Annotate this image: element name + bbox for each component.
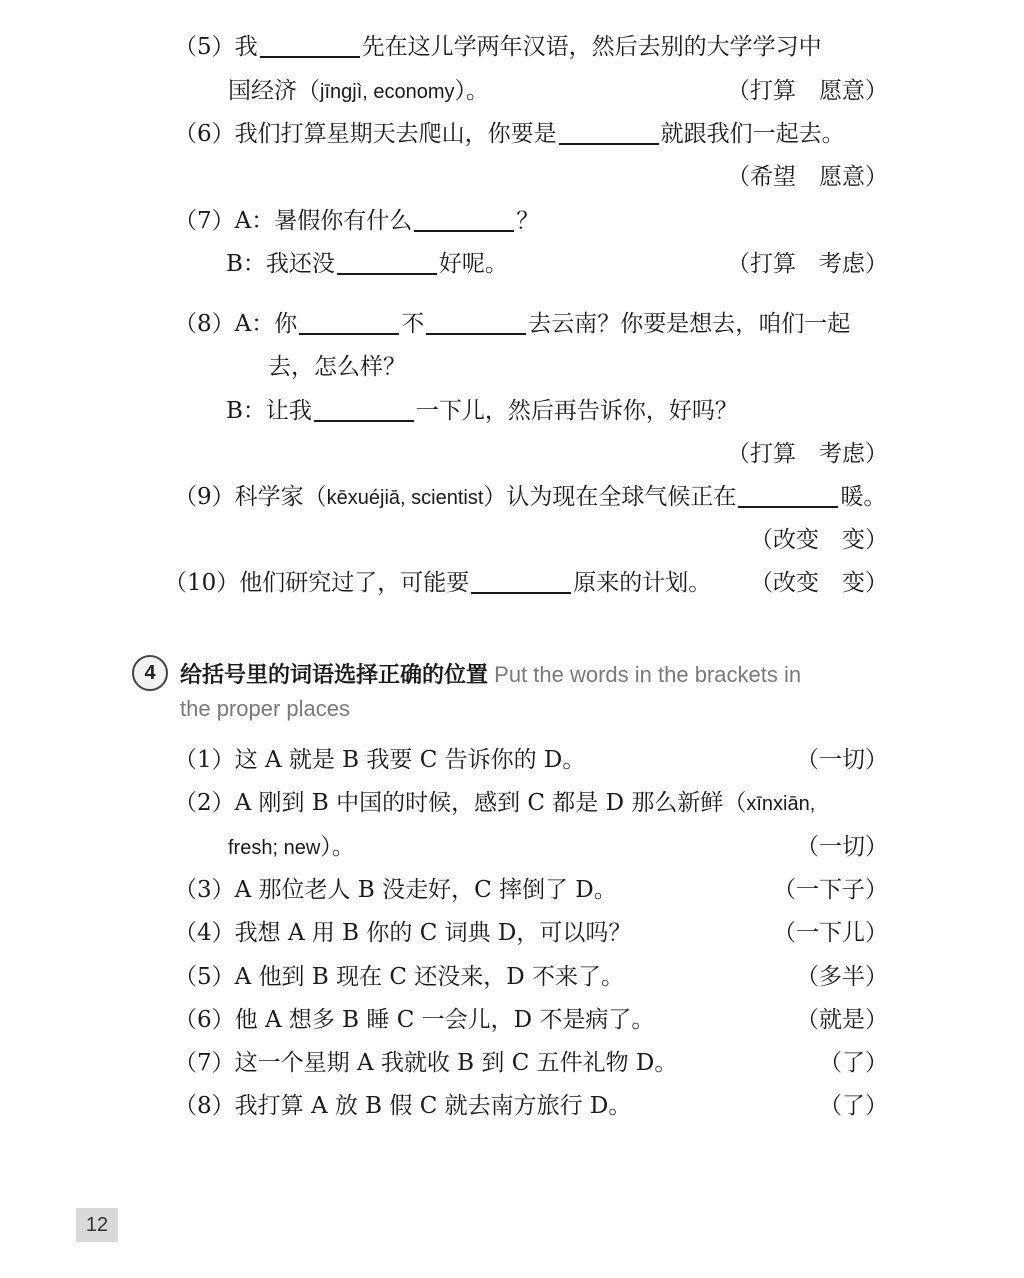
q8-line1 [174,308,850,340]
q9-text-b: ）认为现在全球气候正在 [483,484,737,510]
q7-text-c: B：我还没 [226,251,335,277]
ex4-item-1 [174,744,585,776]
q8-text-b: 不 [401,311,425,337]
q8-text-e: B：让我 [226,398,312,424]
ex4-item-8-number: （8） [174,1093,235,1119]
q10-number: （10） [164,570,240,596]
q8-line3 [226,395,738,427]
q9-line1 [174,481,886,514]
ex4-item-4 [174,917,631,949]
ex4-item-6-text: 他 A 想多 B 睡 C 一会儿，D 不是病了。 [234,1007,655,1033]
ex4-item-7-option: （了） [819,1050,888,1076]
ex4-item-3 [174,874,617,906]
q7-blank-2[interactable] [337,251,437,275]
ex4-item-2 [174,787,815,820]
q10-line1 [164,567,711,599]
ex4-item-3-text: A 那位老人 B 没走好，C 摔倒了 D。 [234,877,617,903]
q8-options: （打算 考虑） [727,441,888,467]
ex4-item-7 [174,1047,677,1079]
q9-blank[interactable] [738,484,838,508]
q5-number: （5） [174,34,235,60]
q10-text-b: 原来的计划。 [573,570,712,596]
q10-text-a: 他们研究过了，可能要 [239,570,470,596]
ex4-item-1-option: （一切） [796,747,888,773]
ex4-item-8-text: 我打算 A 放 B 假 C 就去南方旅行 D。 [234,1093,632,1119]
ex4-item-3-option: （一下子） [773,877,888,903]
q5-blank[interactable] [260,34,360,58]
q8-line2 [268,351,406,383]
section-title-en-2: the proper places [180,696,350,721]
ex4-item-1-text: 这 A 就是 B 我要 C 告诉你的 D。 [234,747,586,773]
q9-text-a: 科学家（ [234,484,327,510]
ex4-item-3-number: （3） [174,877,235,903]
ex4-item-6 [174,1004,654,1036]
q5-line1 [174,31,822,63]
q9-text-c: 暖。 [840,484,887,510]
q5-text-a: 我 [234,34,258,60]
ex4-item-5-number: （5） [174,964,235,990]
ex4-item-4-option: （一下儿） [773,920,888,946]
q5-text-c: 国经济（ [228,78,320,104]
q10-options: （改变 变） [750,570,888,596]
q5-text-d: ）。 [454,78,490,104]
section-title-en-1: Put the words in the brackets in [494,662,802,687]
q9-number: （9） [174,484,235,510]
ex4-item-2-line2 [228,831,355,864]
ex4-item-7-text: 这一个星期 A 我就收 B 到 C 五件礼物 D。 [234,1050,678,1076]
page-number: 12 [76,1208,118,1242]
ex4-item-5-text: A 他到 B 现在 C 还没来，D 不来了。 [234,964,625,990]
ex4-item-4-text: 我想 A 用 B 你的 C 词典 D，可以吗？ [234,920,632,946]
q5-text-b: 先在这儿学两年汉语，然后去别的大学学习中 [361,34,822,60]
q5-line2 [228,75,489,108]
ex4-item-2-text: A 刚到 B 中国的时候，感到 C 都是 D 那么新鲜（ [234,790,747,816]
ex4-item-2-gloss: fresh; new [228,837,321,859]
section-title-zh: 给括号里的词语选择正确的位置 [180,662,489,687]
section-title [180,658,801,726]
q6-blank[interactable] [559,121,659,145]
q6-line1 [174,118,845,150]
q8-text-c: 去云南？你要是想去，咱们一起 [528,311,851,337]
q7-line1 [174,205,539,237]
ex4-item-2-pinyin: xīnxiān, [746,793,816,815]
q8-number: （8） [174,311,235,337]
q8-text-f: 一下儿，然后再告诉你，好吗？ [415,398,738,424]
ex4-item-4-number: （4） [174,920,235,946]
q6-options: （希望 愿意） [727,164,888,190]
ex4-item-6-option: （就是） [796,1007,888,1033]
q6-text-b: 就跟我们一起去。 [660,121,845,147]
ex4-item-8-option: （了） [819,1093,888,1119]
ex4-item-2-number: （2） [174,790,235,816]
ex4-item-5-option: （多半） [796,964,888,990]
q5-options: （打算 愿意） [727,78,888,104]
ex4-item-5 [174,961,624,993]
q8-blank-3[interactable] [314,398,414,422]
q7-text-a: A：暑假你有什么 [234,208,413,234]
q8-blank-1[interactable] [299,311,399,335]
q7-text-b: ？ [516,208,540,234]
q7-number: （7） [174,208,235,234]
q6-number: （6） [174,121,235,147]
ex4-item-8 [174,1090,631,1122]
q9-pinyin: kēxuéjiā, scientist [326,487,484,509]
q7-options: （打算 考虑） [727,251,888,277]
q10-blank[interactable] [471,570,571,594]
q7-text-d: 好呢。 [438,251,508,277]
q8-blank-2[interactable] [426,311,526,335]
ex4-item-6-number: （6） [174,1007,235,1033]
q7-line2 [226,248,508,280]
q5-pinyin: jīngjì, economy [320,81,455,103]
q6-text-a: 我们打算星期天去爬山，你要是 [234,121,557,147]
q8-text-a: A：你 [234,311,298,337]
q7-blank-1[interactable] [414,208,514,232]
q9-options: （改变 变） [750,527,888,553]
section-number-badge: 4 [132,655,168,691]
ex4-item-2-option: （一切） [796,834,888,860]
ex4-item-7-number: （7） [174,1050,235,1076]
ex4-item-2-close: ）。 [320,834,355,860]
ex4-item-1-number: （1） [174,747,235,773]
q8-text-d: 去，怎么样？ [268,354,406,380]
